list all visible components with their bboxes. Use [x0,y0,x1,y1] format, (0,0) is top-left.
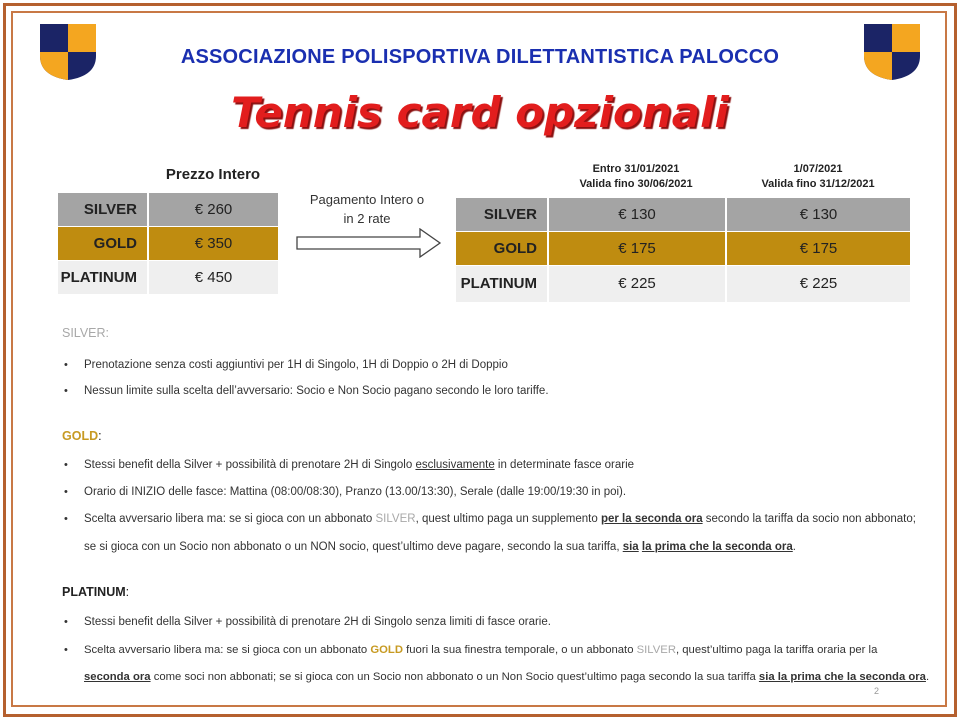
installment-col2-header [726,162,910,192]
text-span: . [792,541,796,553]
price-cell: € 260 [148,193,278,227]
payment-note-line1: Pagamento Intero o [309,192,425,207]
gold-heading-word: GOLD [62,429,99,443]
col2-header-line2: Valida fino 31/12/2021 [761,178,875,190]
text-span: , quest’ultimo paga la tariffa oraria per la [675,644,878,656]
shield-logo-icon [864,24,920,80]
platinum-heading-colon: : [125,585,130,599]
table-row [456,266,910,302]
underlined-text: per la seconda ora [600,513,703,525]
price-cell: € 175 [726,232,910,266]
bullet-icon: • [64,359,68,371]
installment-col1-header [548,162,724,192]
gold-benefit-3 [84,513,916,525]
page-title: Tennis card opzionali [231,88,729,137]
price-cell: € 350 [148,227,278,261]
payment-note-line2: in 2 rate [343,211,391,226]
gold-benefit-1 [84,459,634,471]
underlined-text: sia la prima che la seconda ora [758,671,926,683]
text-span: Scelta avversario libera ma: se si gioca con un abbonato [84,644,371,656]
price-cell: € 175 [548,232,726,266]
table-row [456,232,910,266]
col1-header-line1: Entro 31/01/2021 [592,163,680,175]
text-span: fuori la sua finestra temporale, o un abbonato [403,644,637,656]
platinum-heading [62,585,129,599]
silver-word: SILVER [375,513,416,525]
text-span: in determinate fasce orarie [494,459,635,471]
silver-benefit-1: Prenotazione senza costi aggiuntivi per 1H di Singolo, 1H di Doppio o 2H di Doppio [84,359,508,371]
card-label: GOLD [58,227,148,261]
underlined-text: sia [622,541,639,553]
price-cell: € 225 [548,266,726,302]
underlined-text: la prima che la seconda ora [641,541,793,553]
text-span: . [925,671,930,683]
gold-benefit-3-line2 [84,541,796,553]
bullet-icon: • [64,644,68,656]
full-price-header: Prezzo Intero [165,166,261,183]
gold-word: GOLD [370,644,403,656]
platinum-benefit-2 [84,644,877,656]
bullet-icon: • [64,385,68,397]
gold-heading-colon: : [98,429,102,443]
full-price-table [58,193,278,294]
underlined-text: seconda ora [84,671,151,683]
col2-header-line1: 1/07/2021 [793,163,843,175]
platinum-benefit-2-line2 [84,671,929,683]
card-label: PLATINUM [58,261,148,295]
bullet-icon: • [64,513,68,525]
text-span: , quest ultimo paga un supplemento [415,513,601,525]
arrow-right-icon [296,228,442,258]
text-span: secondo la tariffa da socio non abbonato; [702,513,916,525]
card-label: GOLD [456,232,548,266]
bullet-icon: • [64,459,68,471]
organization-name: ASSOCIAZIONE POLISPORTIVA DILETTANTISTICA PALOCCO [180,46,780,68]
silver-benefit-2: Nessun limite sulla scelta dell’avversario: Socio e Non Socio pagano secondo le loro tariffe. [84,385,549,397]
underlined-text: esclusivamente [415,459,495,471]
col1-header-line2: Valida fino 30/06/2021 [579,178,693,190]
text-span: come soci non abbonati; se si gioca con un Socio non abbonato o un Non Socio quest’ultimo paga secondo la sua tariffa [150,671,759,683]
shield-logo-icon [40,24,96,80]
payment-note [296,190,438,228]
bullet-icon: • [64,486,68,498]
silver-word: SILVER [636,644,676,656]
gold-heading [62,429,102,443]
table-row [456,198,910,232]
card-label: SILVER [456,198,548,232]
platinum-benefit-1: Stessi benefit della Silver + possibilità di prenotare 2H di Singolo senza limiti di fasce orarie. [84,616,551,628]
card-label: SILVER [58,193,148,227]
table-row [58,261,278,295]
text-span: Stessi benefit della Silver + possibilità di prenotare 2H di Singolo [84,459,416,471]
text-span: Scelta avversario libera ma: se si gioca con un abbonato [84,513,376,525]
platinum-heading-word: PLATINUM [62,585,126,599]
installment-price-table [456,198,910,302]
table-row [58,227,278,261]
price-cell: € 450 [148,261,278,295]
price-cell: € 225 [726,266,910,302]
text-span: se si gioca con un Socio non abbonato o un NON socio, quest’ultimo deve pagare, secondo la sua tariffa, [84,541,623,553]
table-row [58,193,278,227]
price-cell: € 130 [548,198,726,232]
price-cell: € 130 [726,198,910,232]
gold-benefit-2: Orario di INIZIO delle fasce: Mattina (08:00/08:30), Pranzo (13.00/13:30), Serale (dalle 19:00/19:30 in poi). [84,486,627,498]
card-label: PLATINUM [456,266,548,302]
silver-heading: SILVER: [62,326,110,340]
page-number: 2 [874,686,880,696]
bullet-icon: • [64,616,68,628]
